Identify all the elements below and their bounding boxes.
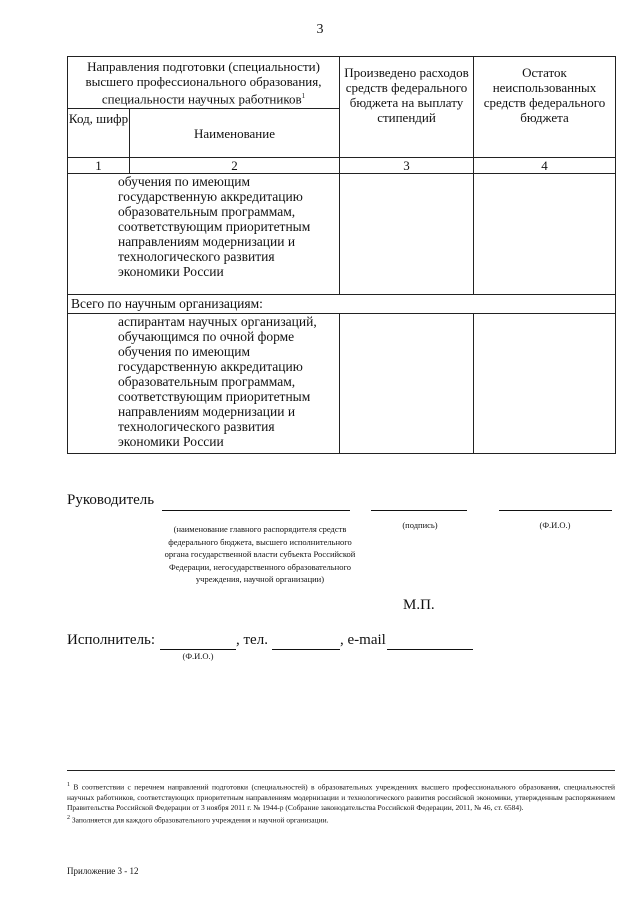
- executor-fio-caption: (Ф.И.О.): [182, 651, 214, 661]
- fio-line[interactable]: [499, 510, 612, 511]
- header-code: Код, шифр: [68, 109, 130, 158]
- cell-remainder: [474, 174, 616, 295]
- email-line[interactable]: [387, 649, 473, 650]
- header-remainder: Остаток неиспользованных средств федерального бюджета: [474, 57, 616, 158]
- email-label: , e-mail: [340, 632, 386, 648]
- col-number-2: 2: [130, 158, 340, 174]
- header-spent: Произведено расходов средств федерального бюджета на выплату стипендий: [340, 57, 474, 158]
- table-header-row: [68, 57, 616, 109]
- col-number-3: 3: [340, 158, 474, 174]
- footnote-divider: [67, 770, 615, 771]
- footnote-ref: 1: [301, 92, 306, 100]
- phone-line[interactable]: [272, 649, 340, 650]
- cell-spent: [340, 174, 474, 295]
- column-number-row: [68, 158, 616, 174]
- row-universities-text: обучения по имеющим государственную аккредитацию образовательным программам, соответствующим приоритетным направлениям модернизации и технологического развития экономики России: [68, 174, 340, 295]
- header-directions: Направления подготовки (специальности) высшего профессионального образования, специальности научных работников$^1$: [68, 57, 340, 109]
- footnote-1: $^1$ В соответствии с перечнем направлений подготовки (специальностей) в образовательных учреждениях высшего профессионального образования, специальностей научных работников, соответствующих приоритетным направлениям модернизации и технологического развития российской экономики, утвержденным распоряжением Правительства Российской Федерации от 3 ноября 2011 г. № 1944-р (Собрание законодательства Российской Федерации, 2011, № 46, ст. 6584).: [67, 782, 615, 812]
- total-science-label: Всего по научным организациям:: [68, 295, 616, 314]
- table-row: [68, 314, 616, 454]
- row-science-text: аспирантам научных организаций, обучающимся по очной форме обучения по имеющим государственную аккредитацию образовательным программам, соответствующим приоритетным направлениям модернизации и технологического развития экономики России: [68, 314, 340, 454]
- signature-caption: (подпись): [402, 520, 438, 530]
- head-caption: (наименование главного распорядителя средств федерального бюджета, высшего исполнительного органа государственной власти субъекта Российской Федерации, негосударственного образовательного учреждения, научной организации): [164, 524, 356, 584]
- phone-label: , тел.: [236, 632, 268, 648]
- header-name: Наименование: [130, 109, 340, 158]
- table-row-total: [68, 295, 616, 314]
- col-number-4: 4: [474, 158, 616, 174]
- fio-caption: (Ф.И.О.): [539, 520, 571, 530]
- col-number-1: 1: [68, 158, 130, 174]
- head-org-line[interactable]: [162, 510, 350, 511]
- stamp-mark: М.П.: [403, 597, 435, 613]
- stipend-table: [67, 56, 616, 454]
- page-number: 3: [316, 22, 324, 37]
- cell-remainder: [474, 314, 616, 454]
- table-row: [68, 174, 616, 295]
- executor-label: Исполнитель:: [67, 632, 156, 648]
- footnote-2: $^2$ Заполняется для каждого образовательного учреждения и научной организации.: [67, 814, 329, 824]
- cell-spent: [340, 314, 474, 454]
- head-label: Руководитель: [67, 492, 155, 508]
- footnotes: [67, 780, 615, 825]
- appendix-label: Приложение 3 - 12: [67, 866, 139, 876]
- signature-line[interactable]: [371, 510, 467, 511]
